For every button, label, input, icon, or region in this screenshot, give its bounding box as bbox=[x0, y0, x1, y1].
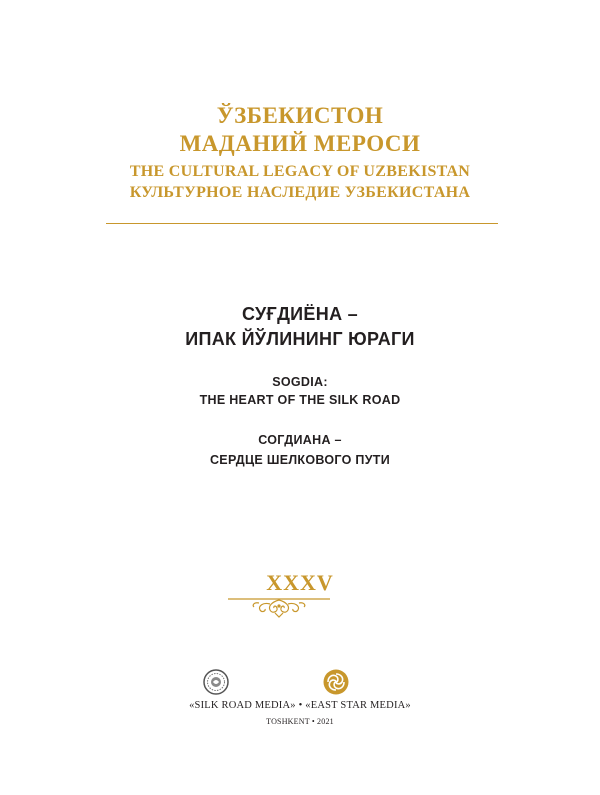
east-star-media-logo-icon bbox=[323, 669, 349, 695]
volume-number: XXXV bbox=[266, 570, 334, 595]
ornamental-divider-icon bbox=[228, 594, 330, 618]
book-title-russian-line2: СЕРДЦЕ ШЕЛКОВОГО ПУТИ bbox=[209, 453, 391, 467]
publishers-line: «SILK ROAD MEDIA» • «EAST STAR MEDIA» bbox=[189, 700, 411, 711]
book-title-russian-line1: СОГДИАНА – bbox=[258, 433, 342, 447]
series-title-english: THE CULTURAL LEGACY OF UZBEKISTAN bbox=[129, 163, 471, 180]
series-title-uzbek-line1: ЎЗБЕКИСТОН bbox=[216, 103, 384, 128]
book-title-english-line1: SOGDIA: bbox=[272, 375, 328, 389]
book-title-english-line2: THE HEART OF THE SILK ROAD bbox=[199, 393, 401, 407]
silk-road-media-logo-icon bbox=[203, 669, 229, 695]
series-title-uzbek-line2: МАДАНИЙ МЕРОСИ bbox=[179, 131, 421, 156]
book-title-uzbek-line2: ИПАК ЙЎЛИНИНГ ЮРАГИ bbox=[185, 329, 415, 349]
divider-rule bbox=[106, 223, 498, 224]
book-title-uzbek-line1: СУҒДИЁНА – bbox=[242, 304, 358, 324]
series-title-russian: КУЛЬТУРНОЕ НАСЛЕДИЕ УЗБЕКИСТАНА bbox=[129, 184, 471, 201]
imprint-line: TOSHKENT • 2021 bbox=[266, 717, 334, 726]
